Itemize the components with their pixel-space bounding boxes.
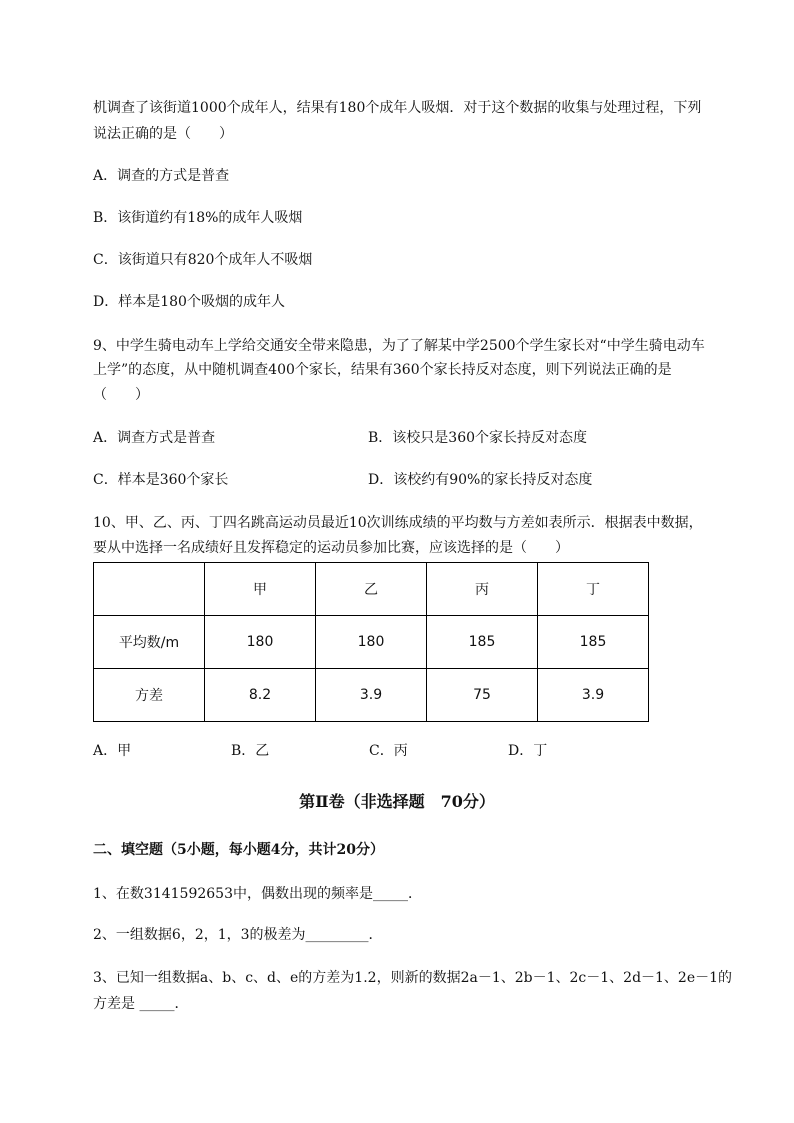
q10-stem-line2: 要从中选择一名成绩好且发挥稳定的运动员参加比赛，应该选择的是（ ）	[93, 540, 569, 556]
table-cell: 平均数/m	[94, 616, 205, 669]
q8-option-b: B．该街道约有18%的成年人吸烟	[93, 210, 303, 226]
section-heading: 二、填空题（5小题，每小题4分，共计20分）	[93, 842, 384, 858]
q9-option-b: B．该校只是360个家长持反对态度	[368, 430, 588, 446]
table-cell: 3.9	[538, 669, 649, 722]
q8-option-c: C．该街道只有820个成年人不吸烟	[93, 252, 313, 268]
table-cell: 丁	[538, 563, 649, 616]
q8-option-a: A．调查的方式是普查	[93, 168, 230, 184]
q10-option-c: C．丙	[369, 743, 408, 759]
table-cell: 3.9	[316, 669, 427, 722]
q8-stem-line2: 说法正确的是（ ）	[93, 126, 233, 142]
fill-q3-line2: 方差是 _____．	[93, 996, 189, 1012]
table-row	[94, 616, 649, 669]
table-cell: 丙	[427, 563, 538, 616]
q9-option-c: C．样本是360个家长	[93, 472, 229, 488]
table-row	[94, 669, 649, 722]
table-cell: 甲	[205, 563, 316, 616]
q10-stem-line1: 10、甲、乙、丙、丁四名跳高运动员最近10次训练成绩的平均数与方差如表所示．根据表中数据，	[93, 515, 703, 531]
part-two-title: 第Ⅱ卷（非选择题 70分）	[299, 792, 495, 811]
fill-q3-line1: 3、已知一组数据a、b、c、d、e的方差为1.2，则新的数据2a－1、2b－1、2c－1、2d－1、2e－1的	[93, 970, 733, 986]
q9-stem-line3: （ ）	[93, 387, 149, 403]
q9-option-d: D．该校约有90%的家长持反对态度	[368, 472, 593, 488]
q9-option-a: A．调查方式是普查	[93, 430, 216, 446]
table-cell	[94, 563, 205, 616]
table-cell: 180	[205, 616, 316, 669]
fill-q2: 2、一组数据6，2，1，3的极差为_________．	[93, 927, 383, 943]
score-table	[93, 562, 649, 722]
q9-stem-line2: 上学”的态度，从中随机调查400个家长，结果有360个家长持反对态度，则下列说法正确的是	[93, 362, 672, 378]
table-cell: 方差	[94, 669, 205, 722]
table-cell: 75	[427, 669, 538, 722]
table-header-row	[94, 563, 649, 616]
q8-option-d: D．样本是180个吸烟的成年人	[93, 294, 285, 310]
q10-option-b: B．乙	[231, 743, 270, 759]
q9-stem-line1: 9、中学生骑电动车上学给交通安全带来隐患，为了了解某中学2500个学生家长对“中学生骑电动车	[93, 338, 705, 354]
table-cell: 乙	[316, 563, 427, 616]
table-cell: 8.2	[205, 669, 316, 722]
q8-stem-line1: 机调查了该街道1000个成年人，结果有180个成年人吸烟．对于这个数据的收集与处理过程，下列	[93, 100, 702, 116]
table-cell: 185	[427, 616, 538, 669]
q10-option-a: A．甲	[93, 743, 132, 759]
table-cell: 185	[538, 616, 649, 669]
q10-option-d: D．丁	[508, 743, 548, 759]
table-cell: 180	[316, 616, 427, 669]
fill-q1: 1、在数3141592653中，偶数出现的频率是_____．	[93, 886, 422, 902]
